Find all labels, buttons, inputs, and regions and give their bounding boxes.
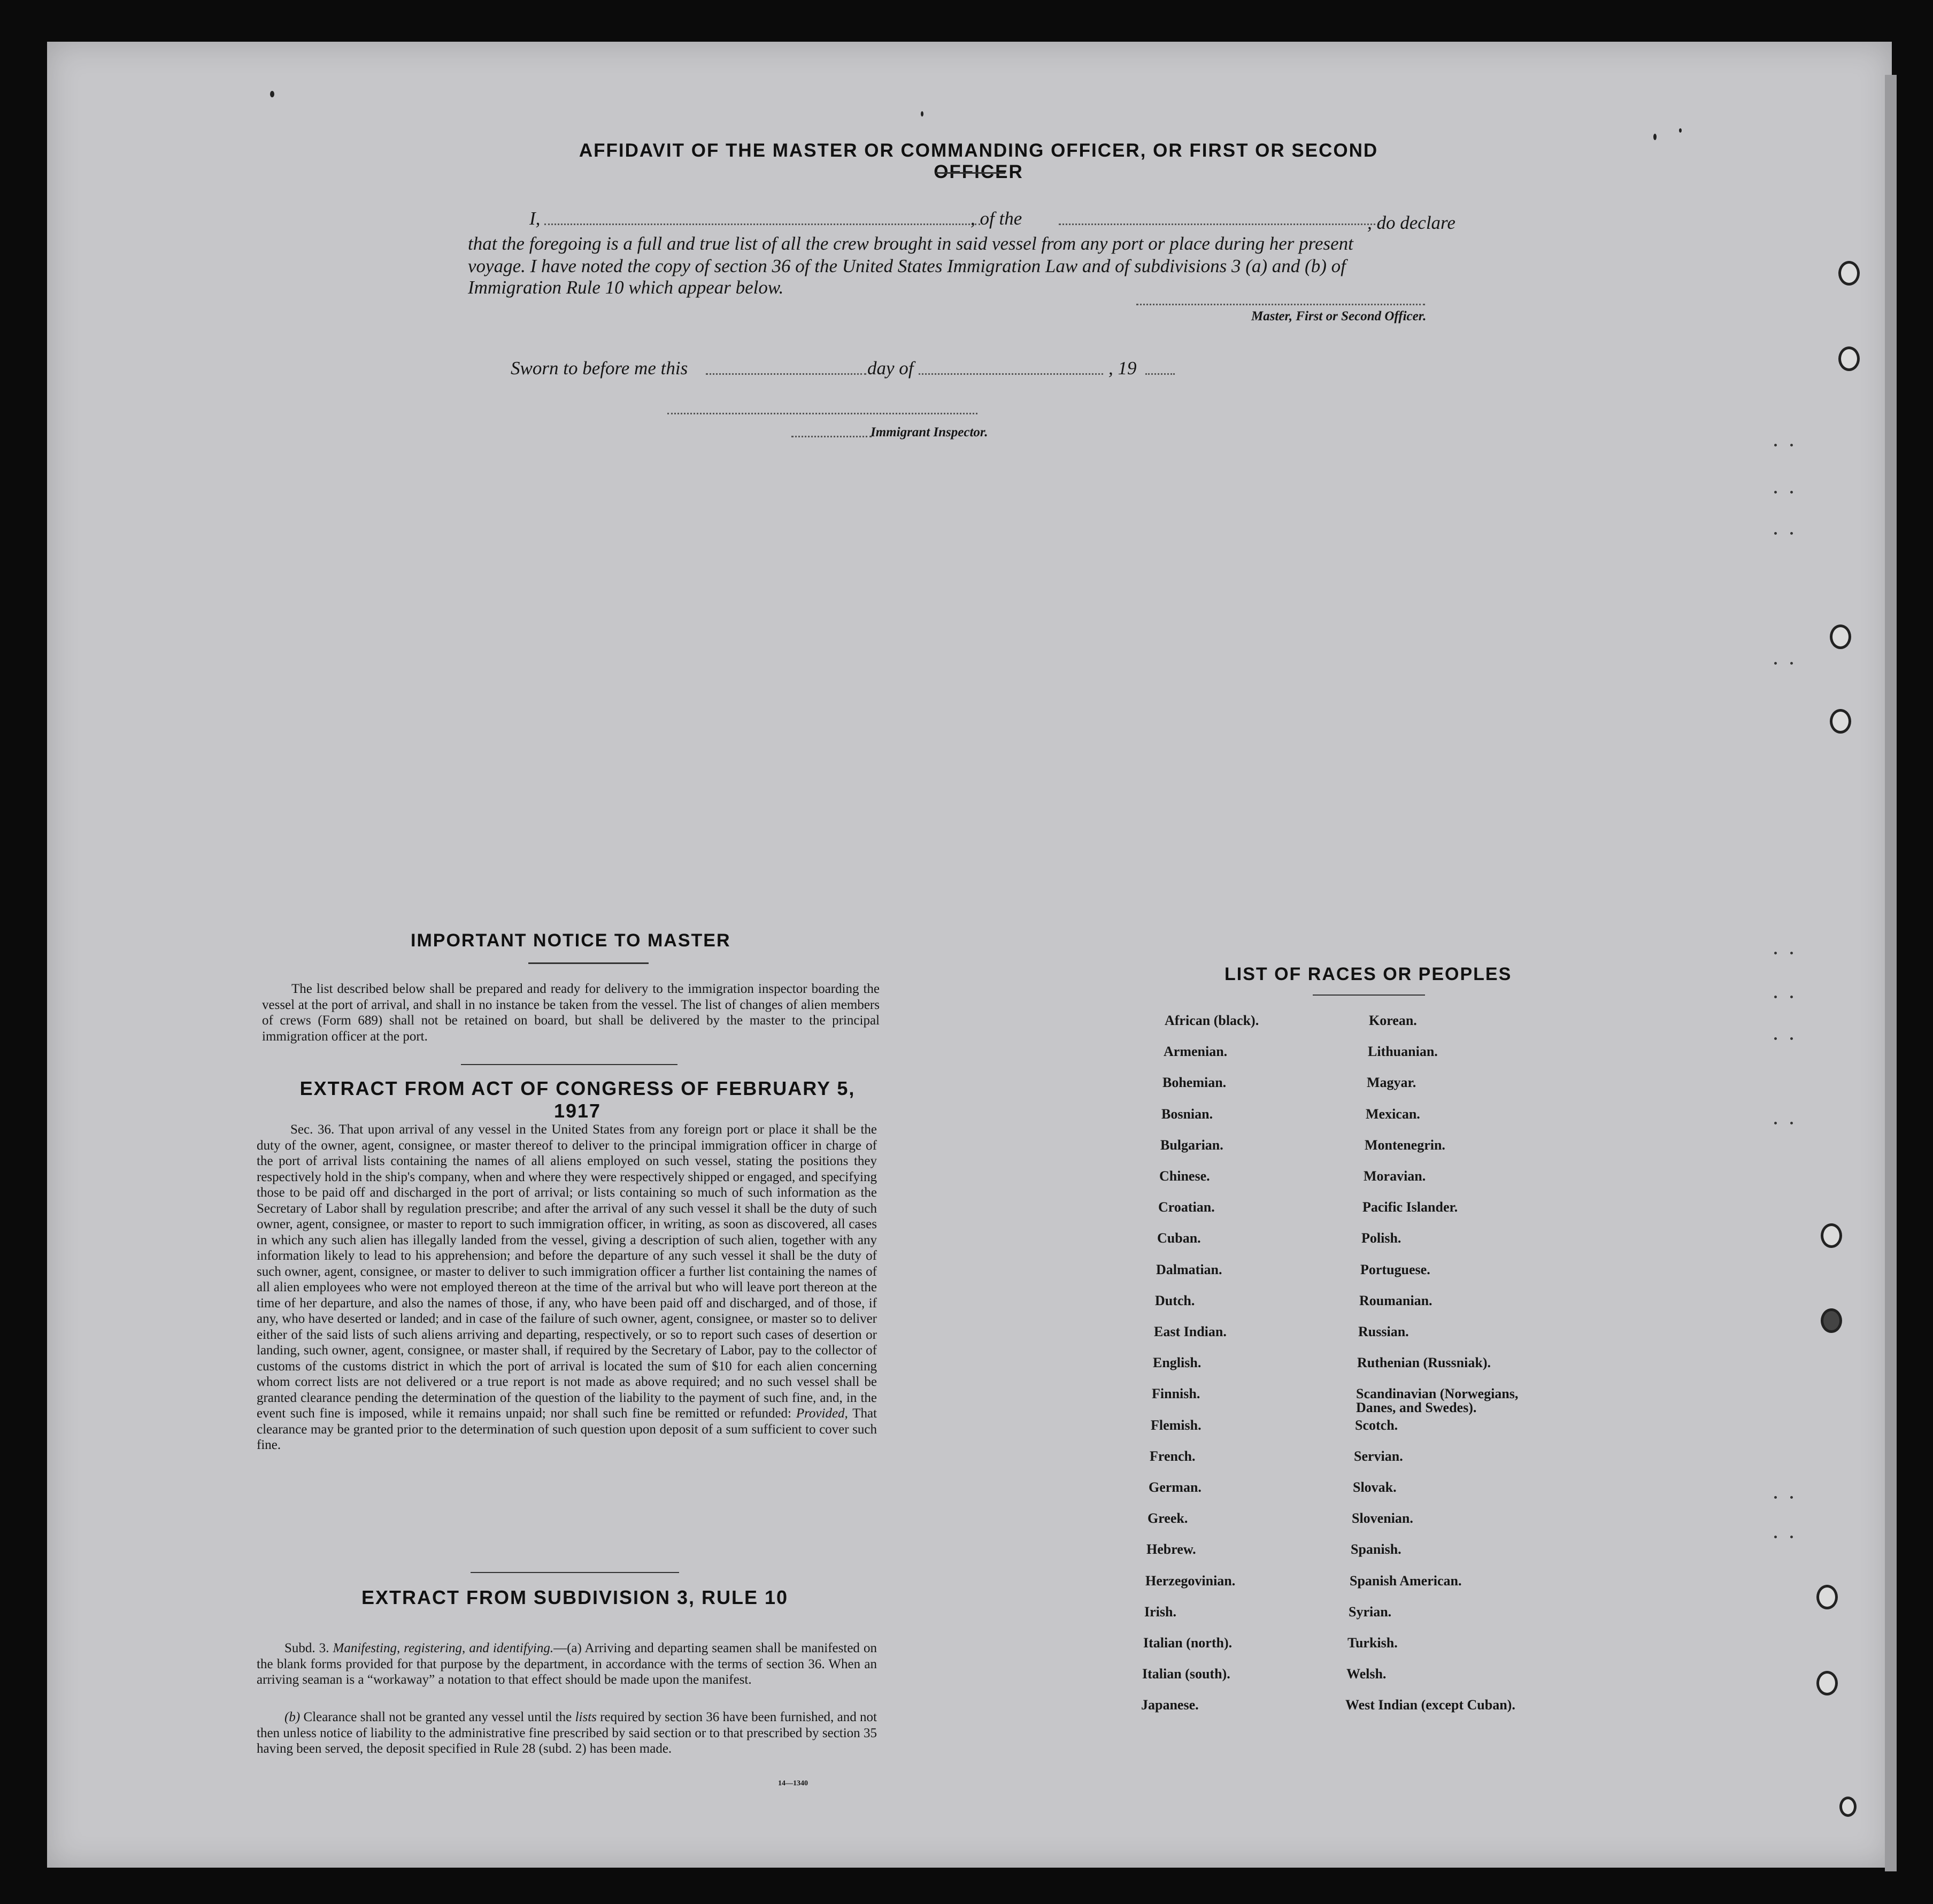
race-item: Pacific Islander. xyxy=(1362,1199,1458,1215)
notice-text: The list described below shall be prepared and ready for delivery to the immigration inspector boarding the vessel at the port of arrival, and shall in no instance be taken from the vessel. The list of changes of alien members of crews (Form 689) shall not be retained on board, but shall be delivered by the master to the principal immigration officer at the port. xyxy=(262,982,880,1044)
rule-para1-text: —(a) Arriving and departing seamen shall be manifested on the blank forms provided for that purpose by the department, in accordance with the terms of section 36. When an arriving seaman is a “workaway” a notation to that effect should be made upon the manifest. xyxy=(257,1641,877,1687)
act-suffix: That clearance may be granted prior to the determination of such question upon deposit of a sum sufficient to cover such fine. xyxy=(257,1406,877,1452)
form-number: 14—1340 xyxy=(778,1779,808,1787)
race-item: Greek. xyxy=(1148,1510,1188,1527)
ink-speck xyxy=(1653,134,1657,140)
dot-mark xyxy=(1774,491,1796,494)
affidavit-of-the: , of the xyxy=(971,208,1022,229)
race-item: Ruthenian (Russniak). xyxy=(1357,1355,1491,1371)
dot-mark xyxy=(1774,1496,1796,1499)
race-item: Herzegovinian. xyxy=(1145,1572,1236,1589)
binder-hole xyxy=(1821,1223,1842,1248)
sworn-day-field[interactable] xyxy=(706,373,866,375)
race-item: Chinese. xyxy=(1159,1168,1210,1184)
races-title: LIST OF RACES OR PEOPLES xyxy=(1225,964,1512,984)
dot-mark xyxy=(1774,996,1796,999)
race-item: Roumanian. xyxy=(1359,1292,1433,1308)
name-field[interactable] xyxy=(544,223,980,225)
race-item: West Indian (except Cuban). xyxy=(1345,1697,1515,1713)
race-item: African (black). xyxy=(1165,1013,1259,1028)
race-item: Flemish. xyxy=(1151,1417,1202,1433)
dot-mark xyxy=(1774,1122,1796,1125)
dot-mark xyxy=(1774,662,1796,665)
race-item: Portuguese. xyxy=(1360,1261,1430,1277)
race-item: Scandinavian (Norwegians, Danes, and Swedes). xyxy=(1356,1386,1519,1416)
dot-mark xyxy=(1774,532,1796,535)
signature-label: Master, First or Second Officer. xyxy=(1251,309,1427,323)
page-edge xyxy=(1885,75,1897,1871)
race-item: Finnish. xyxy=(1152,1386,1200,1402)
race-item: Japanese. xyxy=(1141,1697,1199,1713)
ink-speck xyxy=(921,111,923,117)
race-item: Slovenian. xyxy=(1352,1510,1413,1527)
act-prefix: Sec. 36. xyxy=(290,1122,335,1137)
rule-b-b: required by section 36 have been furnished, and not then unless notice of liability to the administrative fine prescribed by said section or to that prescribed by section 35 having been served, the deposit specified in Rule 28 (subd. 2) has been made. xyxy=(257,1710,877,1756)
dot-mark xyxy=(1774,444,1796,447)
divider xyxy=(528,962,649,964)
race-item: Cuban. xyxy=(1157,1230,1201,1246)
act-title: EXTRACT FROM ACT OF CONGRESS OF FEBRUARY 5, 1917 xyxy=(299,1077,856,1122)
dot-mark xyxy=(1774,1536,1796,1539)
race-item: Armenian. xyxy=(1164,1044,1228,1060)
binder-hole xyxy=(1830,625,1851,649)
race-item: Scotch. xyxy=(1355,1417,1398,1433)
race-item: Polish. xyxy=(1361,1230,1401,1246)
binder-hole xyxy=(1816,1671,1838,1695)
ink-speck xyxy=(270,91,274,97)
race-item: Welsh. xyxy=(1346,1666,1387,1682)
race-item: Bulgarian. xyxy=(1160,1137,1223,1153)
rule-para-b xyxy=(257,1709,877,1757)
sworn-year-field[interactable] xyxy=(1145,373,1175,375)
divider xyxy=(461,1064,677,1065)
binder-hole xyxy=(1816,1585,1838,1609)
race-item: Croatian. xyxy=(1158,1199,1215,1215)
race-item: Lithuanian. xyxy=(1368,1044,1438,1060)
notice-title: IMPORTANT NOTICE TO MASTER xyxy=(411,930,731,951)
race-item: Mexican. xyxy=(1366,1106,1420,1122)
act-body: That upon arrival of any vessel in the United States from any foreign port or place it shall be the duty of the owner, agent, consignee, or master thereof to deliver to the principal immigration officer in charge of the port of arrival lists containing the names of all aliens employed on such vessel, stating the positions they respectively hold in the ship's company, when and where they were respectively shipped or engaged, and specifying those to be paid off and discharged in the port of arrival; or lists containing so much of such information as the Secretary of Labor shall by regulation prescribe; and after the arrival of any such vessel it shall be the duty of such owner, agent, consignee, or master to report to such immigration officer, in writing, as soon as discovered, all cases in which any such alien has illegally landed from the vessel, giving a description of such alien, together with any information likely to lead to his apprehension; and before the departure of any such vessel it shall be the duty of such owner, agent, consignee, or master to deliver to such immigration officer a further list containing the names of all alien employees who were not employed thereon at the time of the arrival but who will leave port thereon at the time of her departure, and also the names of those, if any, who have been paid off and discharged, and of those, if any, who have deserted or landed; and in case of the failure of such owner, agent, consignee, or master so to deliver either of the said lists of such aliens arriving and departing, respectively, or so to report such cases of desertion or landing, such owner, agent, consignee, or master shall, if required by the Secretary of Labor, pay to the collector of customs of the customs district in which the port of arrival is located the sum of $10 for each alien concerning whom correct lists are not delivered or a true report is not made as above required; and no such vessel shall be granted clearance pending the determination of the question of the liability to the payment of such fine, and, in the event such fine is imposed, while it remains unpaid; nor shall such fine be remitted or refunded: xyxy=(257,1122,877,1421)
race-item: East Indian. xyxy=(1154,1324,1227,1339)
affidavit-title: AFFIDAVIT OF THE MASTER OR COMMANDING OFFICER, OR FIRST OR SECOND OFFICER xyxy=(579,140,1378,182)
race-item: Slovak. xyxy=(1353,1479,1397,1495)
race-item: Korean. xyxy=(1369,1013,1417,1028)
race-item: Bosnian. xyxy=(1161,1106,1213,1122)
dot-mark xyxy=(1774,952,1796,955)
act-provided: Provided, xyxy=(796,1406,848,1421)
divider xyxy=(471,1572,679,1573)
race-item: Italian (south). xyxy=(1142,1666,1230,1682)
race-item: Magyar. xyxy=(1367,1075,1416,1091)
day-of-text: day of xyxy=(867,358,914,379)
race-item: Moravian. xyxy=(1364,1168,1426,1184)
race-item: Irish. xyxy=(1144,1604,1176,1620)
vessel-field[interactable] xyxy=(1059,223,1380,225)
rule-b-prefix: (b) xyxy=(284,1710,301,1724)
inspector-signature-field[interactable] xyxy=(667,413,977,414)
divider xyxy=(936,172,1005,174)
race-item: Turkish. xyxy=(1347,1635,1398,1651)
act-text xyxy=(257,1122,877,1453)
affidavit-line: that the foregoing is a full and true list of all the crew brought in said vessel from any port or place during her present xyxy=(468,233,1353,254)
race-item: Dalmatian. xyxy=(1156,1261,1222,1277)
dot-mark xyxy=(1774,1037,1796,1040)
race-item: Bohemian. xyxy=(1162,1075,1227,1091)
inspector-leader xyxy=(791,436,872,437)
race-item: Montenegrin. xyxy=(1365,1137,1445,1153)
race-item: Italian (north). xyxy=(1143,1635,1233,1651)
binder-hole xyxy=(1838,346,1860,371)
affidavit-pronoun: I, xyxy=(529,208,541,229)
binder-hole xyxy=(1821,1308,1842,1333)
affidavit-line: voyage. I have noted the copy of section 36 of the United States Immigration Law and of subdivisions 3 (a) and (b) of xyxy=(468,256,1346,276)
affidavit-line: Immigration Rule 10 which appear below. xyxy=(468,277,784,298)
binder-hole xyxy=(1839,1797,1857,1817)
rule-prefix: Subd. 3. xyxy=(284,1641,329,1655)
race-item: German. xyxy=(1149,1479,1202,1495)
race-item: English. xyxy=(1153,1355,1202,1371)
sworn-month-field[interactable] xyxy=(919,373,1103,375)
ink-speck xyxy=(1679,128,1682,133)
inspector-label: Immigrant Inspector. xyxy=(871,425,988,440)
binder-hole xyxy=(1838,261,1860,286)
race-item: Russian. xyxy=(1358,1324,1409,1339)
race-item: Dutch. xyxy=(1155,1292,1195,1308)
race-item: Syrian. xyxy=(1349,1604,1392,1620)
binder-hole xyxy=(1830,709,1851,734)
race-item: Spanish American. xyxy=(1350,1572,1462,1589)
race-item: French. xyxy=(1150,1448,1196,1464)
race-item: Hebrew. xyxy=(1146,1541,1196,1558)
rule-title: EXTRACT FROM SUBDIVISION 3, RULE 10 xyxy=(361,1586,789,1608)
race-item: Spanish. xyxy=(1351,1541,1401,1558)
rule-heading: Manifesting, registering, and identifying. xyxy=(329,1641,554,1655)
rule-b-lists: lists xyxy=(575,1710,597,1724)
rule-b-a: Clearance shall not be granted any vessel until the xyxy=(300,1710,575,1724)
race-item: Servian. xyxy=(1354,1448,1403,1464)
officer-signature-field[interactable] xyxy=(1136,304,1425,305)
rule-para-a xyxy=(257,1640,877,1688)
year-prefix: , 19 xyxy=(1108,358,1137,379)
sworn-text: Sworn to before me this xyxy=(511,358,688,379)
affidavit-declare: , do declare xyxy=(1367,212,1455,233)
divider xyxy=(1313,995,1425,996)
